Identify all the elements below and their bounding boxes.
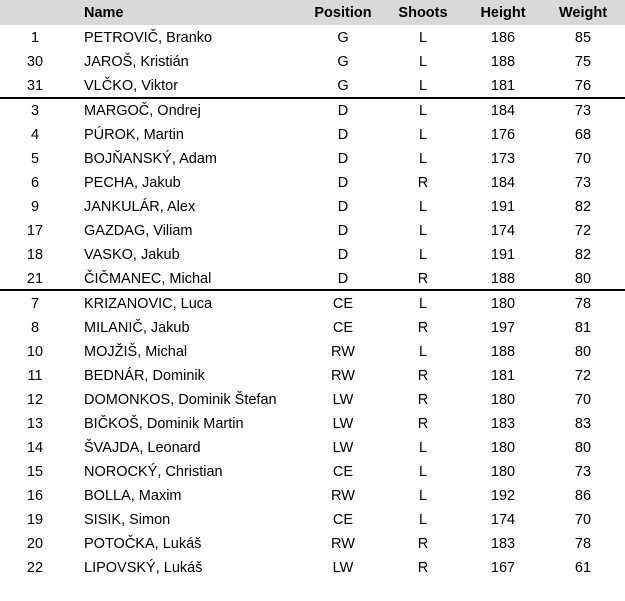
- row-position: RW: [331, 536, 355, 552]
- row-height: 174: [490, 512, 516, 528]
- row-name: VLČKO, Viktor: [84, 78, 179, 94]
- row-name: BOJŇANSKÝ, Adam: [84, 151, 217, 167]
- row-number: 5: [30, 151, 40, 167]
- table-row: [0, 243, 625, 267]
- row-weight: 72: [574, 223, 592, 239]
- row-number: 12: [26, 392, 44, 408]
- row-name: SISIK, Simon: [84, 512, 171, 528]
- row-height: 188: [490, 54, 516, 70]
- row-position: D: [337, 175, 349, 191]
- row-name: NOROCKÝ, Christian: [84, 464, 223, 480]
- row-height: 174: [490, 223, 516, 239]
- row-position: RW: [331, 488, 355, 504]
- row-name: MILANIČ, Jakub: [84, 320, 190, 336]
- row-number: 3: [30, 103, 40, 119]
- row-height: 188: [490, 271, 516, 287]
- row-number: 17: [26, 223, 44, 239]
- table-header-row: [0, 1, 625, 25]
- row-weight: 73: [574, 464, 592, 480]
- row-shoots: L: [418, 54, 428, 70]
- row-weight: 72: [574, 368, 592, 384]
- row-weight: 81: [574, 320, 592, 336]
- row-weight: 80: [574, 271, 592, 287]
- row-height: 191: [490, 247, 516, 263]
- row-shoots: L: [418, 30, 428, 46]
- row-position: G: [337, 78, 349, 94]
- row-name: JAROŠ, Kristián: [84, 54, 189, 70]
- table-row: [0, 99, 625, 123]
- table-row: [0, 340, 625, 364]
- row-position: CE: [332, 512, 354, 528]
- row-shoots: L: [418, 464, 428, 480]
- row-number: 7: [30, 296, 40, 312]
- row-number: 14: [26, 440, 44, 456]
- row-weight: 82: [574, 199, 592, 215]
- row-number: 16: [26, 488, 44, 504]
- row-weight: 70: [574, 151, 592, 167]
- row-shoots: R: [417, 271, 429, 287]
- row-position: D: [337, 127, 349, 143]
- row-position: G: [337, 30, 349, 46]
- row-height: 173: [490, 151, 516, 167]
- table-row: [0, 74, 625, 98]
- row-height: 191: [490, 199, 516, 215]
- table-row: [0, 292, 625, 316]
- row-height: 180: [490, 464, 516, 480]
- row-position: RW: [331, 368, 355, 384]
- row-position: D: [337, 271, 349, 287]
- row-height: 167: [490, 560, 516, 576]
- row-number: 10: [26, 344, 44, 360]
- table-row: [0, 556, 625, 580]
- row-weight: 70: [574, 392, 592, 408]
- row-position: D: [337, 199, 349, 215]
- row-number: 31: [26, 78, 44, 94]
- row-height: 181: [490, 78, 516, 94]
- row-shoots: L: [418, 223, 428, 239]
- row-name: PETROVIČ, Branko: [84, 30, 213, 46]
- row-height: 192: [490, 488, 516, 504]
- row-name: JANKULÁR, Alex: [84, 199, 196, 215]
- row-position: D: [337, 223, 349, 239]
- row-number: 11: [27, 368, 43, 384]
- row-weight: 78: [574, 536, 592, 552]
- table-row: [0, 412, 625, 436]
- row-weight: 68: [574, 127, 592, 143]
- table-row: [0, 508, 625, 532]
- row-shoots: L: [418, 199, 428, 215]
- row-shoots: L: [418, 103, 428, 119]
- row-weight: 76: [574, 78, 592, 94]
- row-position: LW: [332, 440, 354, 456]
- row-name: DOMONKOS, Dominik Štefan: [84, 392, 277, 408]
- row-position: RW: [331, 344, 355, 360]
- row-number: 19: [26, 512, 44, 528]
- row-name: VASKO, Jakub: [84, 247, 180, 263]
- table-row: [0, 147, 625, 171]
- header-shoots: Shoots: [398, 5, 448, 21]
- row-height: 197: [490, 320, 516, 336]
- row-position: LW: [332, 392, 354, 408]
- row-shoots: R: [417, 368, 429, 384]
- table-row: [0, 460, 625, 484]
- row-name: PÚROK, Martin: [84, 127, 184, 143]
- table-row: [0, 50, 625, 74]
- row-position: LW: [332, 560, 354, 576]
- header-height: Height: [480, 5, 526, 21]
- row-weight: 82: [574, 247, 592, 263]
- row-position: G: [337, 54, 349, 70]
- row-name: ČIČMANEC, Michal: [84, 271, 212, 287]
- row-position: D: [337, 247, 349, 263]
- row-weight: 73: [574, 103, 592, 119]
- row-number: 9: [30, 199, 40, 215]
- row-height: 183: [490, 416, 516, 432]
- row-height: 180: [490, 296, 516, 312]
- table-row: [0, 484, 625, 508]
- header-name: Name: [84, 5, 124, 21]
- table-row: [0, 388, 625, 412]
- row-height: 183: [490, 536, 516, 552]
- row-height: 186: [490, 30, 516, 46]
- row-position: CE: [332, 464, 354, 480]
- table-row: [0, 171, 625, 195]
- table-row: [0, 267, 625, 291]
- row-shoots: L: [418, 247, 428, 263]
- row-position: D: [337, 151, 349, 167]
- row-shoots: L: [418, 440, 428, 456]
- row-number: 18: [26, 247, 44, 263]
- row-height: 176: [490, 127, 516, 143]
- row-weight: 83: [574, 416, 592, 432]
- row-name: PECHA, Jakub: [84, 175, 181, 191]
- row-name: ŠVAJDA, Leonard: [84, 440, 201, 456]
- row-number: 21: [26, 271, 44, 287]
- row-number: 22: [26, 560, 44, 576]
- header-position: Position: [314, 5, 372, 21]
- row-name: BOLLA, Maxim: [84, 488, 182, 504]
- table-row: [0, 123, 625, 147]
- row-name: BIČKOŠ, Dominik Martin: [84, 416, 244, 432]
- table-row: [0, 364, 625, 388]
- row-weight: 70: [574, 512, 592, 528]
- row-shoots: R: [417, 536, 429, 552]
- row-height: 188: [490, 344, 516, 360]
- table-row: [0, 26, 625, 50]
- row-height: 180: [490, 392, 516, 408]
- row-number: 1: [30, 30, 40, 46]
- row-position: LW: [332, 416, 354, 432]
- row-shoots: R: [417, 560, 429, 576]
- defense-forwards-divider: [0, 289, 625, 291]
- row-name: MOJŽIŠ, Michal: [84, 344, 188, 360]
- row-name: LIPOVSKÝ, Lukáš: [84, 560, 203, 576]
- row-position: CE: [332, 296, 354, 312]
- row-shoots: L: [418, 151, 428, 167]
- row-number: 13: [26, 416, 44, 432]
- row-shoots: L: [418, 488, 428, 504]
- row-shoots: R: [417, 392, 429, 408]
- row-shoots: R: [417, 320, 429, 336]
- row-weight: 86: [574, 488, 592, 504]
- row-position: CE: [332, 320, 354, 336]
- row-height: 180: [490, 440, 516, 456]
- row-position: D: [337, 103, 349, 119]
- row-weight: 85: [574, 30, 592, 46]
- row-weight: 61: [574, 560, 592, 576]
- row-number: 30: [26, 54, 44, 70]
- row-number: 4: [30, 127, 40, 143]
- row-shoots: L: [418, 127, 428, 143]
- row-weight: 80: [574, 344, 592, 360]
- table-row: [0, 219, 625, 243]
- row-number: 20: [26, 536, 44, 552]
- row-number: 15: [26, 464, 44, 480]
- header-weight: Weight: [558, 5, 608, 21]
- header-number: [10, 1, 60, 25]
- row-number: 6: [30, 175, 40, 191]
- row-shoots: L: [418, 512, 428, 528]
- row-weight: 73: [574, 175, 592, 191]
- row-weight: 78: [574, 296, 592, 312]
- row-number: 8: [30, 320, 40, 336]
- table-row: [0, 532, 625, 556]
- row-height: 181: [490, 368, 516, 384]
- table-row: [0, 316, 625, 340]
- row-shoots: R: [417, 416, 429, 432]
- row-shoots: L: [418, 296, 428, 312]
- row-name: POTOČKA, Lukáš: [84, 536, 202, 552]
- row-name: KRIZANOVIC, Luca: [84, 296, 213, 312]
- row-shoots: R: [417, 175, 429, 191]
- goalies-defense-divider: [0, 97, 625, 99]
- table-row: [0, 195, 625, 219]
- row-height: 184: [490, 103, 516, 119]
- row-name: GAZDAG, Viliam: [84, 223, 193, 239]
- row-shoots: L: [418, 78, 428, 94]
- row-height: 184: [490, 175, 516, 191]
- row-shoots: L: [418, 344, 428, 360]
- row-name: MARGOČ, Ondrej: [84, 103, 201, 119]
- row-weight: 80: [574, 440, 592, 456]
- row-weight: 75: [574, 54, 592, 70]
- row-name: BEDNÁR, Dominik: [84, 368, 205, 384]
- table-row: [0, 436, 625, 460]
